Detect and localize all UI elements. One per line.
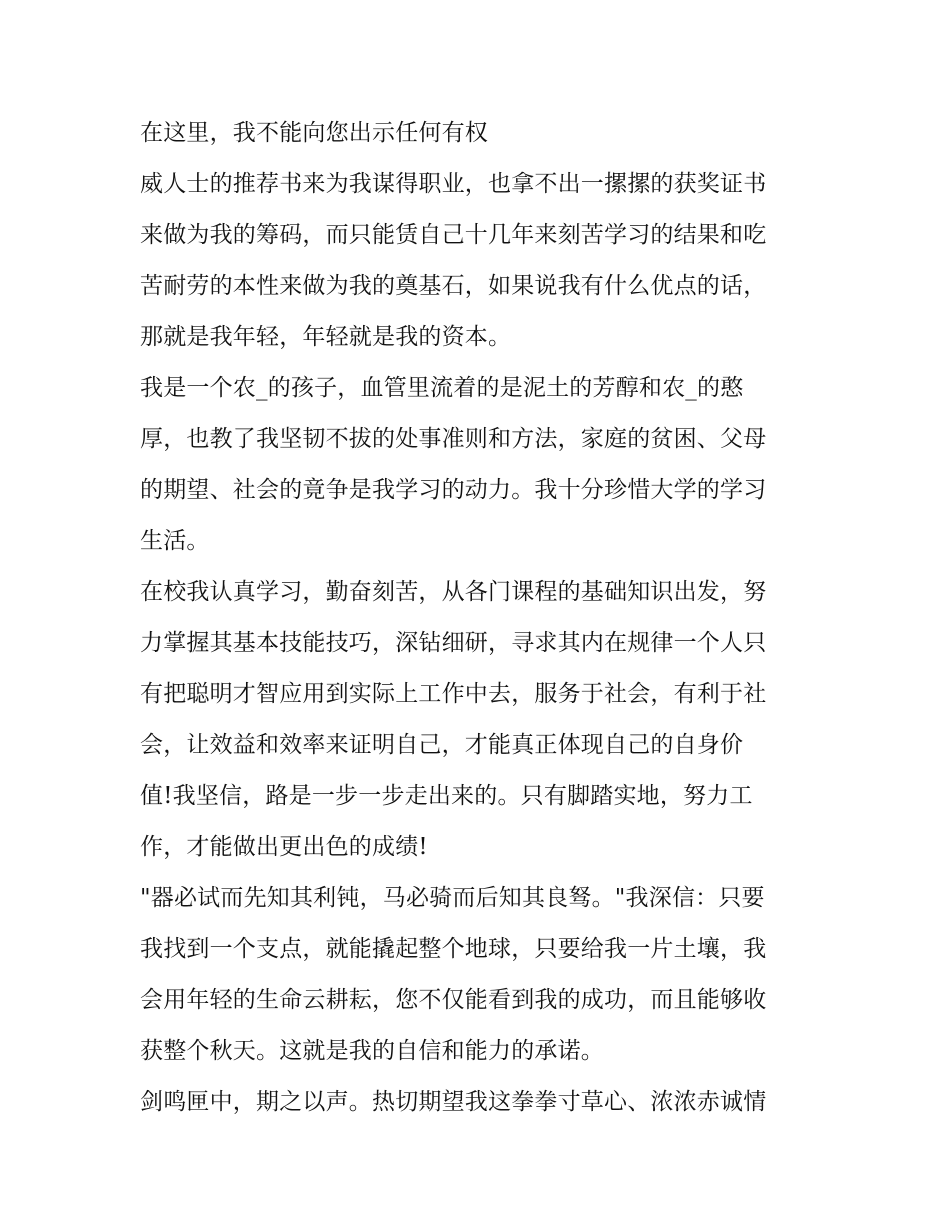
text-line: 厚，也教了我坚韧不拔的处事准则和方法，家庭的贫困、父母 (140, 426, 767, 452)
text-line: 会，让效益和效率来证明自己，才能真正体现自己的自身价 (140, 732, 744, 758)
text-line: 有把聪明才智应用到实际上工作中去，服务于社会，有利于社 (140, 681, 767, 707)
text-line: 苦耐劳的本性来做为我的奠基石，如果说我有什么优点的话， (140, 273, 767, 299)
text-line: 会用年轻的生命云耕耘，您不仅能看到我的成功，而且能够收 (140, 987, 767, 1013)
text-line: 那就是我年轻，年轻就是我的资本。 (140, 324, 512, 350)
text-line: 获整个秋天。这就是我的自信和能力的承诺。 (140, 1038, 604, 1064)
text-line: 剑鸣匣中，期之以声。热切期望我这拳拳寸草心、浓浓赤诚情 (140, 1089, 767, 1115)
text-line: 来做为我的筹码，而只能赁自己十几年来刻苦学习的结果和吃 (140, 222, 767, 248)
text-line: 我是一个农_的孩子，血管里流着的是泥土的芳醇和农_的憨 (140, 375, 744, 401)
document-body (140, 108, 812, 1128)
text-line: 生活。 (140, 528, 210, 554)
text-line: 在这里，我不能向您出示任何有权 (140, 120, 488, 146)
text-line: 在校我认真学习，勤奋刻苦，从各门课程的基础知识出发，努 (140, 579, 767, 605)
text-line: 作，才能做出更出色的成绩! (140, 834, 428, 860)
text-line: 力掌握其基本技能技巧，深钻细研，寻求其内在规律一个人只 (140, 630, 767, 656)
text-line: 我找到一个支点，就能撬起整个地球，只要给我一片土壤，我 (140, 936, 767, 962)
text-line: "器必试而先知其利钝，马必骑而后知其良驽。"我深信：只要 (140, 885, 765, 911)
text-line: 值!我坚信，路是一步一步走出来的。只有脚踏实地，努力工 (140, 783, 753, 809)
text-line: 威人士的推荐书来为我谋得职业，也拿不出一摞摞的获奖证书 (140, 171, 767, 197)
text-line: 的期望、社会的竟争是我学习的动力。我十分珍惜大学的学习 (140, 477, 767, 503)
